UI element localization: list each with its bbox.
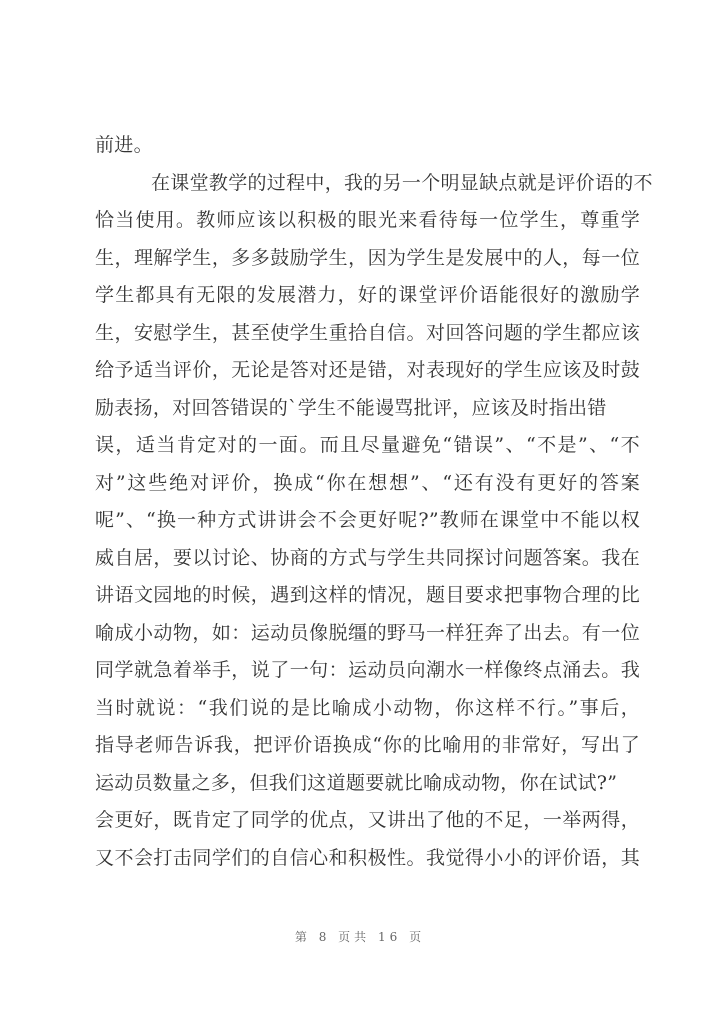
- text-line-15: 同学就急着举手，说了一句：运动员向潮水一样像终点涌去。我: [95, 659, 640, 681]
- page-number-footer: 第 8 页共 16 页: [294, 930, 426, 944]
- text-line-4: 生，理解学生，多多鼓励学生，因为学生是发展中的人，每一位: [95, 247, 640, 269]
- text-line-6: 生，安慰学生，甚至使学生重拾自信。对回答问题的学生都应该: [95, 322, 640, 344]
- text-line-19: 会更好，既肯定了同学的优点，又讲出了他的不足，一举两得，: [95, 809, 640, 831]
- text-line-16: 当时就说：“我们说的是比喻成小动物，你这样不行。”事后，: [95, 697, 640, 719]
- text-line-3: 恰当使用。教师应该以积极的眼光来看待每一位学生，尊重学: [95, 209, 640, 231]
- text-line-1: 前进。: [95, 134, 153, 156]
- text-line-20: 又不会打击同学们的自信心和积极性。我觉得小小的评价语，其: [95, 847, 640, 869]
- text-line-18: 运动员数量之多，但我们这道题要就比喻成动物，你在试试?”: [95, 772, 618, 794]
- text-line-2: 在课堂教学的过程中，我的另一个明显缺点就是评价语的不: [151, 172, 653, 194]
- text-line-11: 呢”、“换一种方式讲讲会不会更好呢?”教师在课堂中不能以权: [95, 509, 640, 531]
- text-line-8: 励表扬，对回答错误的`学生不能谩骂批评，应该及时指出错: [95, 397, 607, 419]
- text-line-12: 威自居，要以讨论、协商的方式与学生共同探讨问题答案。我在: [95, 547, 640, 569]
- text-line-9: 误，适当肯定对的一面。而且尽量避免“错误”、“不是”、“不: [95, 434, 640, 456]
- text-line-14: 喻成小动物，如：运动员像脱缰的野马一样狂奔了出去。有一位: [95, 622, 640, 644]
- text-line-5: 学生都具有无限的发展潜力，好的课堂评价语能很好的激励学: [95, 284, 640, 306]
- text-line-7: 给予适当评价，无论是答对还是错，对表现好的学生应该及时鼓: [95, 359, 640, 381]
- text-line-17: 指导老师告诉我，把评价语换成“你的比喻用的非常好，写出了: [95, 734, 640, 756]
- text-line-10: 对”这些绝对评价，换成“你在想想”、“还有没有更好的答案: [95, 472, 640, 494]
- text-line-13: 讲语文园地的时候，遇到这样的情况，题目要求把事物合理的比: [95, 584, 640, 606]
